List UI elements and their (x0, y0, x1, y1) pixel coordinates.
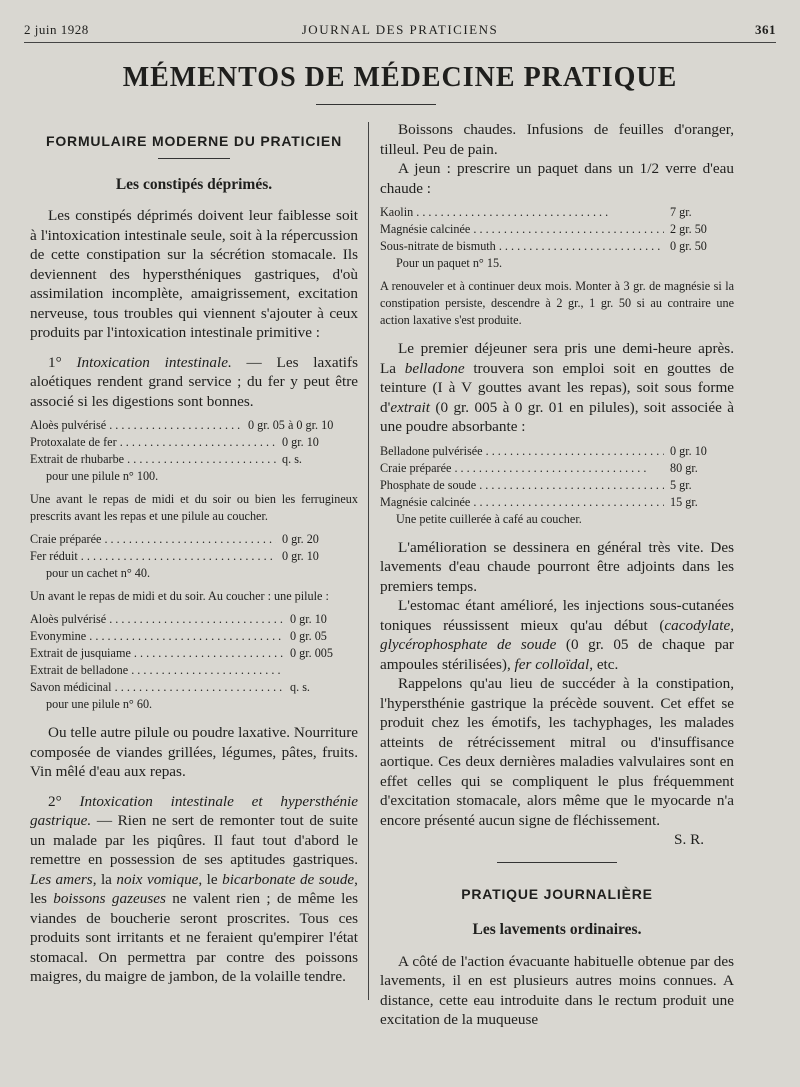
prescription-row: Aloès pulvérisé . . . 0 gr. 10 (30, 611, 358, 628)
prescription-row: Belladone pulvérisée . . . 0 gr. 10 (380, 443, 734, 460)
prescription-footnote: pour une pilule n° 100. (46, 469, 159, 483)
prescription-footnote: Pour un paquet n° 15. (396, 256, 503, 270)
title-rule (316, 104, 436, 105)
belladone-paragraph: Le premier déjeuner sera pris une demi-heure après. La belladone trouvera son emploi soit en gouttes de teinture (I à V gouttes avant les repas), soit sous forme d'extrait (0 gr. 005 à 0 gr. 01 en pilules), soit associée à une poudre absorbante : (380, 340, 734, 435)
enemas-paragraph: A côté de l'action évacuante habituelle obtenue par des lavements, il en est plusieurs autres moins connues. A distance, cette eau introduite dans le rectum produit une excitation de la muqueuse (380, 952, 734, 1028)
paragraph-hypersthenie: 2° Intoxication intestinale et hypersthénie gastrique. — Rien ne sert de remonter tout de suite un malade par les piqûres. Il faut tout d'abord le remettre en possession de ses aptitudes gastriques. Les amers, la noix vomique, le bicarbonate de soude, les boissons gazeuses ne valent rien ; de même les viandes de boucherie seront proscrites. Tous ces produits sont irritants et ne feraient qu'empirer l'état stomacal. On permettra par contre des poissons maigres, du maigre de jambon, de la volaille tendre. (30, 792, 359, 985)
right-column (380, 120, 734, 1030)
prescription-row: Savon médicinal . . . q. s. (30, 679, 358, 696)
diet-paragraph: Ou telle autre pilule ou poudre laxative. Nourriture composée de viandes grillées, légumes, pâtes, fruits. Vin mêlé d'eau aux repas. (30, 724, 358, 780)
prescription-footnote: pour une pilule n° 60. (46, 697, 153, 711)
dosage-note: Une avant le repas de midi et du soir ou bien les ferrugineux prescrits avant les repas et une pilule au coucher. (30, 492, 358, 523)
article-title: Les constipés déprimés. (115, 175, 273, 193)
prescription-row: Fer réduit . . . 0 gr. 10 (30, 548, 358, 565)
left-column (30, 120, 358, 987)
intro-paragraph: Les constipés déprimés doivent leur faiblesse soit à l'intoxication intestinale seule, soit à la répercussion de cette constipation sur la sécrétion stomacale. Ils deviennent des hypersthéniques gastriques, d'où assimilation incomplète, amaigrissement, excitation nerveuse, tous troubles qui viennent s'ajouter à ceux produits par l'intoxication intestinale primitive : (30, 207, 358, 341)
prescription-footnote: pour un cachet n° 40. (46, 566, 151, 580)
prescription-row: Craie préparée . . . 0 gr. 20 (30, 531, 358, 548)
running-header (24, 22, 776, 40)
prescription-row: Extrait de rhubarbe . . . q. s. (30, 451, 358, 468)
fasting-paragraph: A jeun : prescrire un paquet dans un 1/2 verre d'eau chaude : (380, 160, 734, 197)
hypersthenia-paragraph: Rappelons qu'au lieu de succéder à la constipation, l'hypersthénie gastrique la précède souvent. Cet effet se produit chez les émotifs, les tachyphages, les malades atteints de rétrécissement mitral ou d'insuffisance aortique. Ces deux dernières maladies valvulaires sont en effet celles qui se compliquent le plus fréquemment d'excitation stomacale, alors même que le myocarde n'a encore présenté aucun signe de fléchissement. (380, 675, 734, 829)
author-signature: S. R. (674, 831, 704, 848)
prescription-row: Protoxalate de fer . . . 0 gr. 10 (30, 434, 358, 451)
section-heading-2: PRATIQUE JOURNALIÈRE (461, 885, 653, 902)
prescription-row: Magnésie calcinée . . . 15 gr. (380, 494, 734, 511)
injections-paragraph: L'estomac étant amélioré, les injections sous-cutanées toniques réussissent mieux qu'au début (cacodylate, glycérophosphate de soude (0 gr. 05 de chaque par ampoules stérilisées), fer colloïdal, etc. (380, 597, 734, 673)
page-number: 361 (755, 22, 776, 37)
improvement-paragraph: L'amélioration se dessinera en général très vite. Des lavements d'eau chaude pourront être adjoints dans les premiers temps. (380, 538, 734, 595)
prescription-4 (380, 204, 734, 272)
drinks-paragraph: Boissons chaudes. Infusions de feuilles d'oranger, tilleul. Peu de pain. (380, 121, 734, 158)
section-end-rule (497, 862, 617, 863)
prescription-row: Phosphate de soude . . . 5 gr. (380, 477, 734, 494)
column-divider (368, 122, 369, 1000)
section-heading: FORMULAIRE MODERNE DU PRATICIEN (46, 133, 342, 149)
prescription-row: Craie préparée . . . 80 gr. (380, 460, 734, 477)
prescription-3 (30, 611, 358, 713)
prescription-row: Sous-nitrate de bismuth . . . 0 gr. 50 (380, 238, 734, 255)
section-rule (158, 158, 230, 159)
header-rule (24, 42, 776, 43)
prescription-row: Aloès pulvérisé . . . 0 gr. 05 à 0 gr. 10 (30, 417, 358, 434)
page-title: MÉMENTOS DE MÉDECINE PRATIQUE (122, 62, 678, 93)
prescription-5 (380, 443, 734, 528)
dosage-note: Un avant le repas de midi et du soir. Au coucher : une pilule : (30, 589, 329, 603)
dosage-note: A renouveler et à continuer deux mois. Monter à 3 gr. de magnésie si la constipation persiste, descendre à 2 gr., 1 gr. 50 si au contraire une action laxative s'est produite. (380, 279, 734, 327)
issue-date: 2 juin 1928 (24, 22, 89, 37)
prescription-2 (30, 531, 358, 582)
prescription-row: Extrait de jusquiame . . . 0 gr. 005 (30, 645, 358, 662)
prescription-row: Extrait de belladone . . . (30, 662, 358, 679)
prescription-row: Kaolin . . . 7 gr. (380, 204, 734, 221)
prescription-footnote: Une petite cuillerée à café au coucher. (396, 511, 582, 526)
prescription-1 (30, 417, 358, 485)
journal-name: JOURNAL DES PRATICIENS (301, 22, 499, 37)
article-title-2: Les lavements ordinaires. (472, 921, 642, 938)
prescription-row: Magnésie calcinée . . . 2 gr. 50 (380, 221, 734, 238)
paragraph-intoxication: 1° Intoxication intestinale. — Les laxatifs aloétiques rendent grand service ; du fer y peut être associé si les digestions sont bonnes. (30, 353, 358, 410)
prescription-row: Evonymine . . . 0 gr. 05 (30, 628, 358, 645)
